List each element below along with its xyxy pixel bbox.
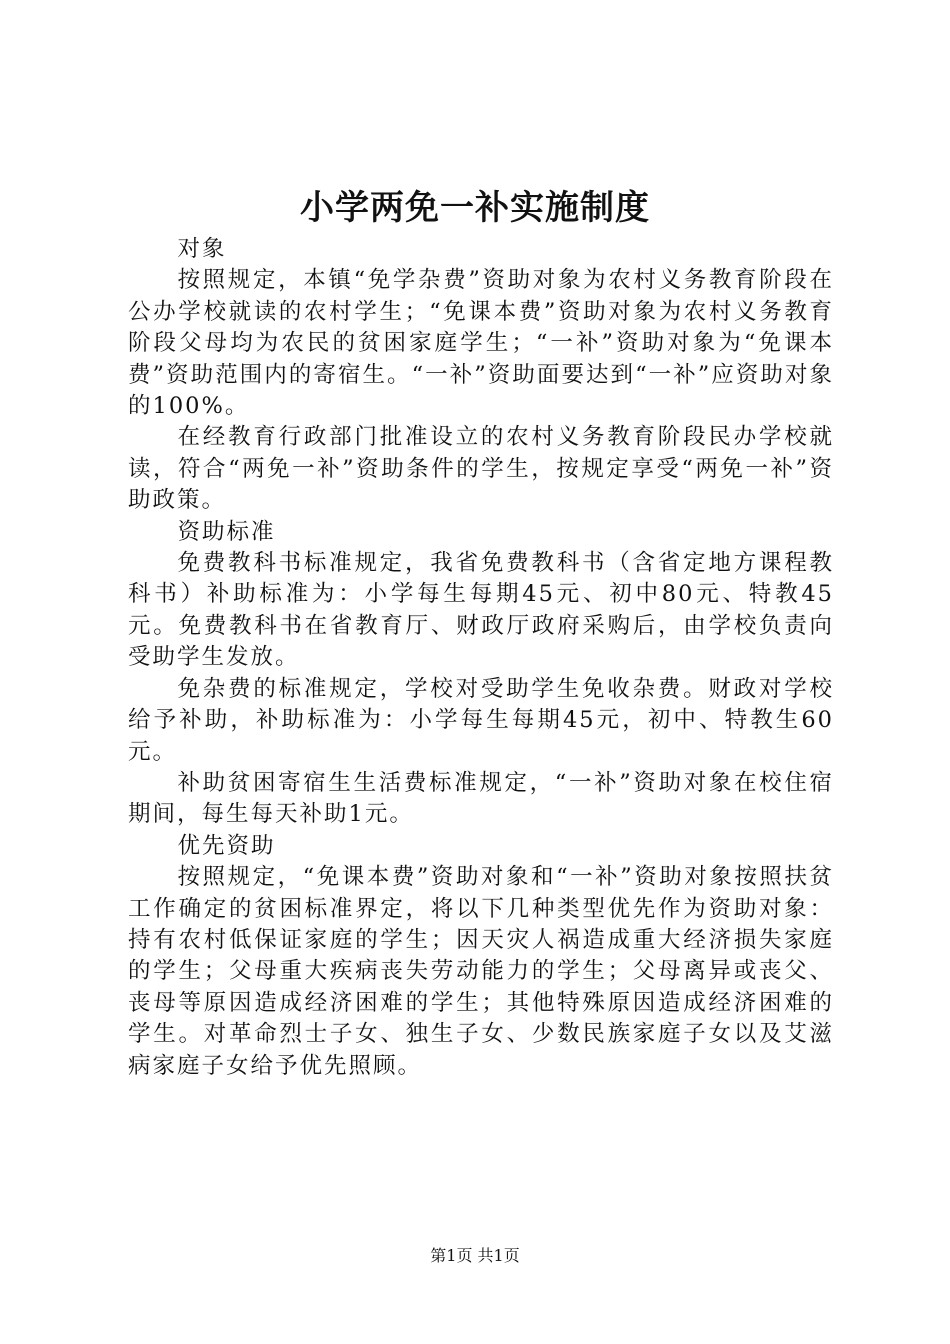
paragraph: 免费教科书标准规定，我省免费教科书（含省定地方课程教科书）补助标准为：小学每生每期45元、初中80元、特教45元。免费教科书在省教育厅、财政厅政府采购后，由学校负责向受助学生发放。 [128,550,834,671]
page-title: 小学两免一补实施制度 [300,188,650,228]
paragraph: 按照规定，“免课本费”资助对象和“一补”资助对象按照扶贫工作确定的贫困标准界定，将以下几种类型优先作为资助对象：持有农村低保证家庭的学生；因天灾人祸造成重大经济损失家庭的学生；父母重大疾病丧失劳动能力的学生；父母离异或丧父、丧母等原因造成经济困难的学生；其他特殊原因造成经济困难的学生。对革命烈士子女、独生子女、少数民族家庭子女以及艾滋病家庭子女给予优先照顾。 [128,864,834,1079]
section-heading-standards: 资助标准 [177,518,276,545]
document-body [128,234,834,1082]
section-heading-priority: 优先资助 [177,832,276,859]
page-footer: 第1页 共1页 [430,1246,520,1265]
section-heading-objects: 对象 [177,236,227,262]
paragraph: 免杂费的标准规定，学校对受助学生免收杂费。财政对学校给予补助，补助标准为：小学每生每期45元，初中、特教生60元。 [128,675,834,765]
paragraph: 补助贫困寄宿生生活费标准规定，“一补”资助对象在校住宿期间，每生每天补助1元。 [128,769,834,828]
paragraph: 按照规定，本镇“免学杂费”资助对象为农村义务教育阶段在公办学校就读的农村学生；“免课本费”资助对象为农村义务教育阶段父母均为农民的贫困家庭学生；“一补”资助对象为“免课本费”资助范围内的寄宿生。“一补”资助面要达到“一补”应资助对象的100%。 [128,267,834,420]
paragraph: 在经教育行政部门批准设立的农村义务教育阶段民办学校就读，符合“两免一补”资助条件的学生，按规定享受“两免一补”资助政策。 [128,424,834,514]
